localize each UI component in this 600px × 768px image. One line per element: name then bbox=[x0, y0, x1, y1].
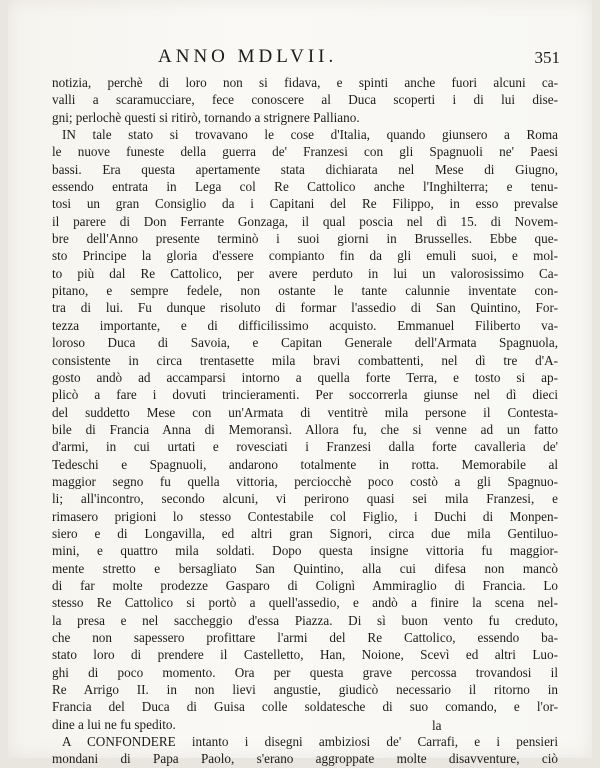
text-line: Tedeschi e Spagnuoli, andarono totalmente in rotta. Memorabile al bbox=[52, 456, 558, 472]
text-line: siero e di Longavilla, ed altri gran Signori, circa due mila Gentiluo- bbox=[52, 525, 558, 541]
text-line: stesso Re Cattolico si portò a quell'assedio, e andò a finire la scena nel- bbox=[52, 595, 558, 611]
text-line: bre dell'Anno presente terminò i suoi giorni in Brusselles. Ebbe que- bbox=[52, 231, 558, 247]
text-line: plicò a fare i dovuti trincieramenti. Per soccorrerla giunse nel dì dieci bbox=[52, 387, 558, 403]
text-line: tra di lui. Fu dunque risoluto di formar l'assedio di San Quintino, For- bbox=[52, 300, 558, 316]
text-line: IN tale stato si trovavano le cose d'Italia, quando giunsero a Roma bbox=[62, 127, 558, 143]
text-line: di far molte prodezze Gasparo di Colignì Ammiraglio di Francia. Lo bbox=[52, 577, 558, 593]
text-line: mondani di Papa Paolo, s'erano aggroppate molte disavventure, ciò bbox=[52, 751, 558, 767]
text-line: li; all'incontro, secondo alcuni, vi perirono quasi sei mila Franzesi, e bbox=[52, 491, 558, 507]
text-line: pitano, e sempre fedele, non ostante le tante calunnie inventate con- bbox=[52, 283, 558, 299]
text-line: A CONFONDERE intanto i disegni ambiziosi de' Carrafi, e i pensieri bbox=[62, 734, 558, 750]
text-line: to più dal Re Cattolico, per avere perduto in lui un valorosissimo Ca- bbox=[52, 265, 558, 281]
text-line: mente stretto e bersagliato San Quintino, alla cui difesa non mancò bbox=[52, 560, 558, 576]
text-line: notizia, perchè di loro non si fidava, e spinti anche fuori alcuni ca- bbox=[52, 75, 558, 90]
text-line: bile di Francia Anna di Memoransì. Allora fu, che si venne ad un fatto bbox=[52, 421, 558, 437]
text-line: Francia del Duca di Guisa colle soldatesche di suo comando, e l'or- bbox=[52, 699, 558, 715]
book-page bbox=[8, 0, 592, 767]
body-text bbox=[52, 74, 558, 768]
text-line: mini, e quattro mila soldati. Dopo questa insigne vittoria fu maggior- bbox=[52, 543, 558, 559]
text-line: le nuove funeste della guerra de' Franzesi con gli Spagnuoli ne' Paesi bbox=[52, 144, 558, 160]
text-line: loroso Duca di Savoia, e Capitan Generale dell'Armata Spagnuola, bbox=[52, 335, 558, 351]
text-line: consistente in circa trentasette mila bravi combattenti, nel dì tre d'A- bbox=[52, 352, 558, 368]
text-line: gosto andò ad accamparsi intorno a quella forte Terra, e tosto si ap- bbox=[52, 369, 558, 385]
text-line: sto Principe la gloria d'essere compianto fin da gli emuli suoi, e mol- bbox=[52, 248, 558, 264]
catchword: la bbox=[432, 718, 442, 733]
text-line: dine a lui ne fu spedito. bbox=[52, 716, 176, 732]
text-line: gni; perlochè questi si ritirò, tornando a strignere Palliano. bbox=[52, 109, 360, 125]
text-line: d'armi, in cui urtati e rovesciati i Franzesi dalla forte cavalleria de' bbox=[52, 439, 558, 455]
text-line: ghi di poco momento. Ora per questa grave percossa trovandosi il bbox=[52, 664, 558, 680]
text-line: tosi un gran Consiglio da i Capitani del Re Filippo, in esso prevalse bbox=[52, 196, 558, 212]
text-line: stato loro di prendere il Castelletto, Han, Noione, Scevì ed altri Luo- bbox=[52, 647, 558, 663]
text-line: essendo entrata in Lega col Re Cattolico anche l'Inghilterra; e tenu- bbox=[52, 179, 558, 195]
text-line: la presa e nel saccheggio d'essa Piazza. Di sì buon vento fu creduto, bbox=[52, 612, 558, 628]
running-title: ANNO MDLVII. bbox=[158, 46, 338, 67]
text-line: valli a scaramucciare, fece conoscere al Duca scoperti i di lui dise- bbox=[52, 92, 558, 108]
text-line: del suddetto Mese con un'Armata di ventitrè mila persone il Contesta- bbox=[52, 404, 558, 420]
text-line: tezza importante, e di difficilissimo acquisto. Emmanuel Filiberto va- bbox=[52, 317, 558, 333]
text-line: maggior segno fu quella vittoria, perciocchè poco costò a gli Spagnuo- bbox=[52, 473, 558, 489]
text-line: il parere di Don Ferrante Gonzaga, il qual poscia nel dì 15. di Novem- bbox=[52, 213, 558, 229]
text-line: bassi. Era questa apertamente stata dichiarata nel Mese di Giugno, bbox=[52, 161, 558, 177]
page-number: 351 bbox=[534, 48, 560, 67]
page-header bbox=[8, 46, 592, 70]
text-line: che non sapessero profittare l'armi del Re Cattolico, essendo ba- bbox=[52, 630, 558, 645]
text-line: rimasero prigioni lo stesso Contestabile col Figlio, i Duchi di Monpen- bbox=[52, 508, 558, 524]
text-line: Re Arrigo II. in non lievi angustie, giudicò necessario il ritorno in bbox=[52, 682, 558, 698]
